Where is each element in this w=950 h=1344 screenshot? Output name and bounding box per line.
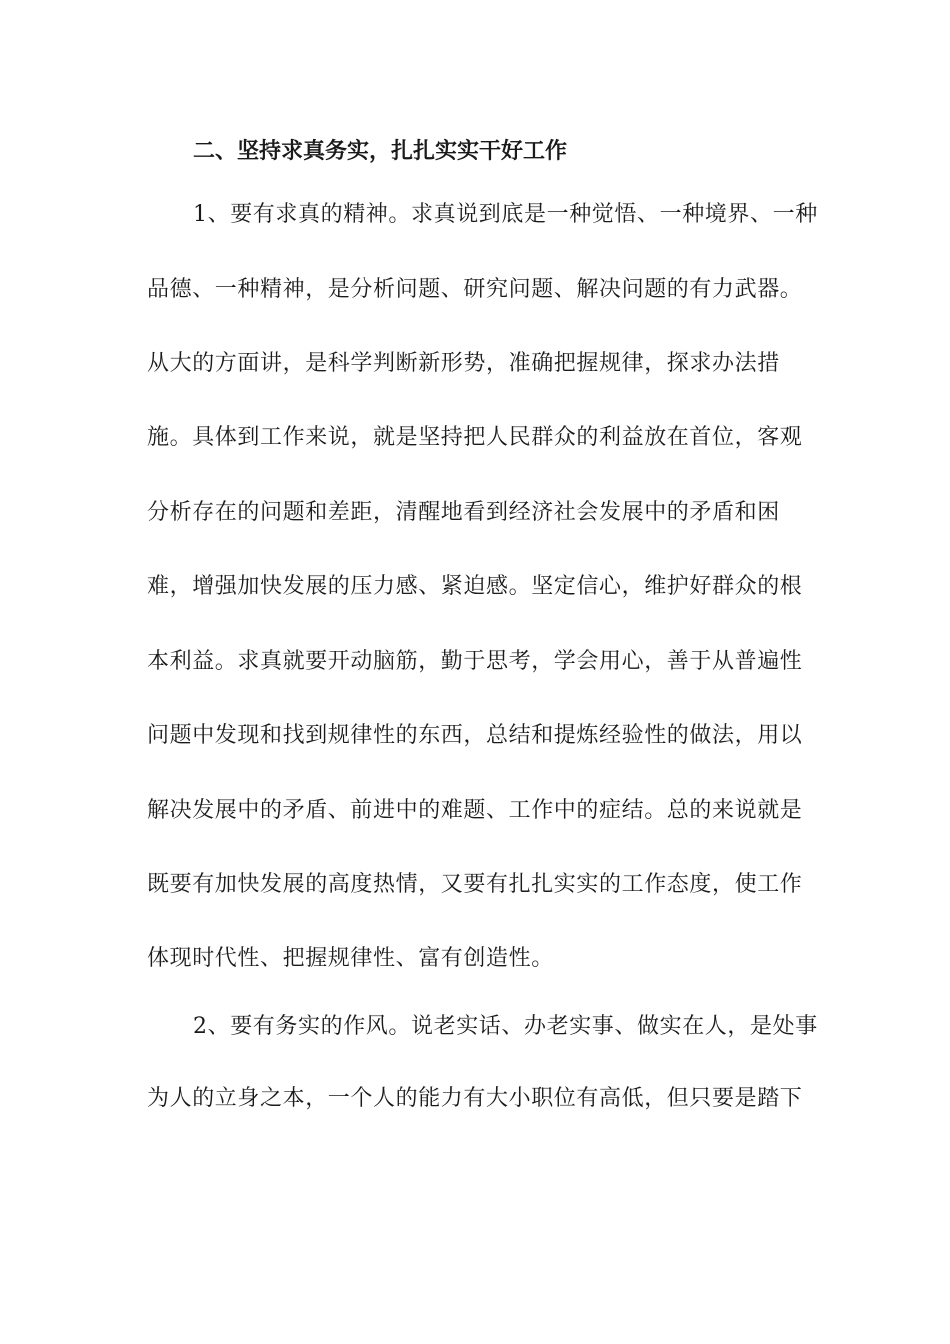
paragraph-1-line-3: 从大的方面讲，是科学判断新形势，准确把握规律，探求办法措 bbox=[147, 351, 780, 376]
paragraph-1-line-8: 问题中发现和找到规律性的东西，总结和提炼经验性的做法，用以 bbox=[147, 723, 803, 748]
paragraph-2-line-2: 为人的立身之本，一个人的能力有大小职位有高低，但只要是踏下 bbox=[147, 1086, 803, 1111]
paragraph-1-line-10: 既要有加快发展的高度热情，又要有扎扎实实的工作态度，使工作 bbox=[147, 872, 803, 897]
section-heading: 二、坚持求真务实，扎扎实实干好工作 bbox=[193, 138, 568, 164]
paragraph-2-line-1: 2、要有务实的作风。说老实话、办老实事、做实在人，是处事 bbox=[193, 1014, 818, 1039]
paragraph-1-line-1: 1、要有求真的精神。求真说到底是一种觉悟、一种境界、一种 bbox=[193, 202, 818, 227]
paragraph-1-line-5: 分析存在的问题和差距，清醒地看到经济社会发展中的矛盾和困 bbox=[147, 500, 780, 525]
paragraph-1-line-6: 难，增强加快发展的压力感、紧迫感。坚定信心，维护好群众的根 bbox=[147, 574, 803, 599]
paragraph-1-line-7: 本利益。求真就要开动脑筋，勤于思考，学会用心，善于从普遍性 bbox=[147, 649, 803, 674]
paragraph-1-line-2: 品德、一种精神，是分析问题、研究问题、解决问题的有力武器。 bbox=[147, 277, 803, 302]
paragraph-1-line-11: 体现时代性、把握规律性、富有创造性。 bbox=[147, 946, 554, 971]
paragraph-1-line-9: 解决发展中的矛盾、前进中的难题、工作中的症结。总的来说就是 bbox=[147, 798, 803, 823]
paragraph-1-line-4: 施。具体到工作来说，就是坚持把人民群众的利益放在首位，客观 bbox=[147, 425, 803, 450]
